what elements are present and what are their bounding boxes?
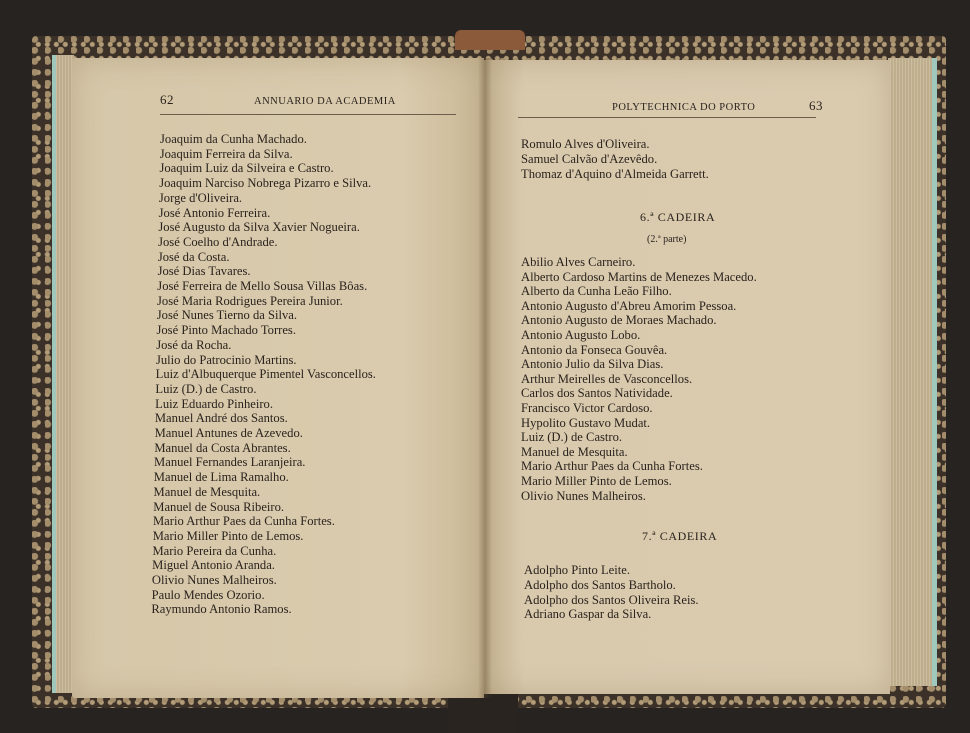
text-line: Luiz Eduardo Pinheiro. bbox=[155, 396, 273, 411]
text-line: Abilio Alves Carneiro. bbox=[521, 255, 636, 269]
text-line: Samuel Calvão d'Azevêdo. bbox=[521, 151, 658, 166]
text-line: Manuel de Mesquita. bbox=[153, 484, 261, 499]
header-rule-right bbox=[518, 117, 816, 118]
text-line: Manuel de Lima Ramalho. bbox=[153, 470, 289, 485]
text-line: José Dias Tavares. bbox=[157, 264, 251, 279]
text-line: Manuel da Costa Abrantes. bbox=[154, 440, 291, 455]
text-line: José da Rocha. bbox=[156, 337, 232, 352]
text-line: Luiz (D.) de Castro. bbox=[521, 430, 623, 445]
text-line: José Maria Rodrigues Pereira Junior. bbox=[157, 293, 343, 308]
page-number-right: 63 bbox=[809, 98, 823, 113]
text-line: Antonio Augusto de Moraes Machado. bbox=[521, 313, 717, 328]
text-line: Thomaz d'Aquino d'Almeida Garrett. bbox=[521, 166, 709, 181]
text-line: Julio do Patrocinio Martins. bbox=[155, 352, 297, 367]
text-line: Luiz (D.) de Castro. bbox=[155, 381, 257, 396]
text-line: Manuel Antunes de Azevedo. bbox=[154, 426, 303, 440]
text-line: Raymundo Antonio Ramos. bbox=[151, 602, 292, 617]
running-head-right: POLYTECHNICA DO PORTO bbox=[612, 102, 756, 113]
text-line: Antonio Augusto d'Abreu Amorim Pessoa. bbox=[521, 298, 737, 313]
header-rule-left bbox=[160, 114, 456, 115]
text-line: José Coelho d'Andrade. bbox=[158, 234, 278, 249]
text-line: Mario Miller Pinto de Lemos. bbox=[521, 474, 672, 488]
text-line: Antonio da Fonseca Gouvêa. bbox=[521, 342, 668, 357]
book-gutter bbox=[478, 58, 492, 698]
book-spine-bottom bbox=[448, 694, 518, 733]
left-page bbox=[72, 58, 484, 698]
text-line: Joaquim Luiz da Silveira e Castro. bbox=[159, 161, 334, 176]
page-edges-right bbox=[888, 58, 937, 686]
section-6-subheading: (2.ª parte) bbox=[647, 234, 687, 245]
text-line: Adolpho dos Santos Bartholo. bbox=[524, 577, 676, 592]
text-line: Jorge d'Oliveira. bbox=[158, 190, 243, 205]
text-line: José Ferreira de Mello Sousa Villas Bôas. bbox=[157, 279, 368, 293]
text-line: Adolpho Pinto Leite. bbox=[524, 563, 630, 577]
section-6-heading: 6.ª CADEIRA bbox=[640, 210, 716, 224]
text-line: Manuel Fernandes Laranjeira. bbox=[154, 455, 306, 470]
text-line: Francisco Victor Cardoso. bbox=[521, 401, 653, 415]
text-line: Paulo Mendes Ozorio. bbox=[151, 587, 265, 602]
text-line: Olivio Nunes Malheiros. bbox=[151, 573, 277, 587]
text-line: Alberto da Cunha Leão Filho. bbox=[521, 284, 672, 299]
text-line: Mario Pereira da Cunha. bbox=[152, 543, 277, 558]
text-line: Joaquim da Cunha Machado. bbox=[160, 132, 307, 146]
text-line: Romulo Alves d'Oliveira. bbox=[521, 137, 650, 151]
page-edges-left bbox=[52, 55, 74, 693]
text-line: José Nunes Tierno da Silva. bbox=[156, 308, 298, 323]
text-line: Miguel Antonio Aranda. bbox=[152, 558, 275, 573]
text-line: Antonio Augusto Lobo. bbox=[521, 328, 641, 342]
text-line: José Pinto Machado Torres. bbox=[156, 323, 296, 338]
text-line: Hypolito Gustavo Mudat. bbox=[521, 415, 651, 430]
text-line: Adolpho dos Santos Oliveira Reis. bbox=[524, 592, 699, 607]
text-line: José Antonio Ferreira. bbox=[158, 205, 271, 220]
text-line: José da Costa. bbox=[157, 249, 230, 264]
text-line: Mario Arthur Paes da Cunha Fortes. bbox=[521, 459, 703, 474]
book-spine-top bbox=[455, 30, 525, 50]
text-line: Mario Arthur Paes da Cunha Fortes. bbox=[152, 514, 335, 529]
text-line: Mario Miller Pinto de Lemos. bbox=[152, 528, 304, 543]
text-line: Manuel de Sousa Ribeiro. bbox=[153, 499, 285, 514]
text-line: Manuel André dos Santos. bbox=[154, 411, 288, 426]
text-line: Manuel de Mesquita. bbox=[521, 444, 628, 459]
running-head-left: ANNUARIO DA ACADEMIA bbox=[254, 96, 396, 107]
text-line: Joaquim Narciso Nobrega Pizarro e Silva. bbox=[159, 176, 372, 191]
page-number-left: 62 bbox=[160, 92, 174, 107]
right-page bbox=[484, 60, 890, 694]
text-line: Alberto Cardoso Martins de Menezes Macedo. bbox=[521, 269, 757, 284]
section-7-heading: 7.ª CADEIRA bbox=[642, 529, 718, 543]
text-line: Antonio Julio da Silva Dias. bbox=[521, 357, 664, 372]
text-line: José Augusto da Silva Xavier Nogueira. bbox=[158, 220, 360, 235]
text-line: Luiz d'Albuquerque Pimentel Vasconcellos. bbox=[155, 367, 376, 382]
text-line: Joaquim Ferreira da Silva. bbox=[159, 146, 293, 161]
text-line: Adriano Gaspar da Silva. bbox=[524, 607, 652, 622]
text-line: Arthur Meirelles de Vasconcellos. bbox=[521, 371, 693, 386]
text-line: Olivio Nunes Malheiros. bbox=[521, 488, 646, 503]
text-line: Carlos dos Santos Natividade. bbox=[521, 386, 673, 401]
